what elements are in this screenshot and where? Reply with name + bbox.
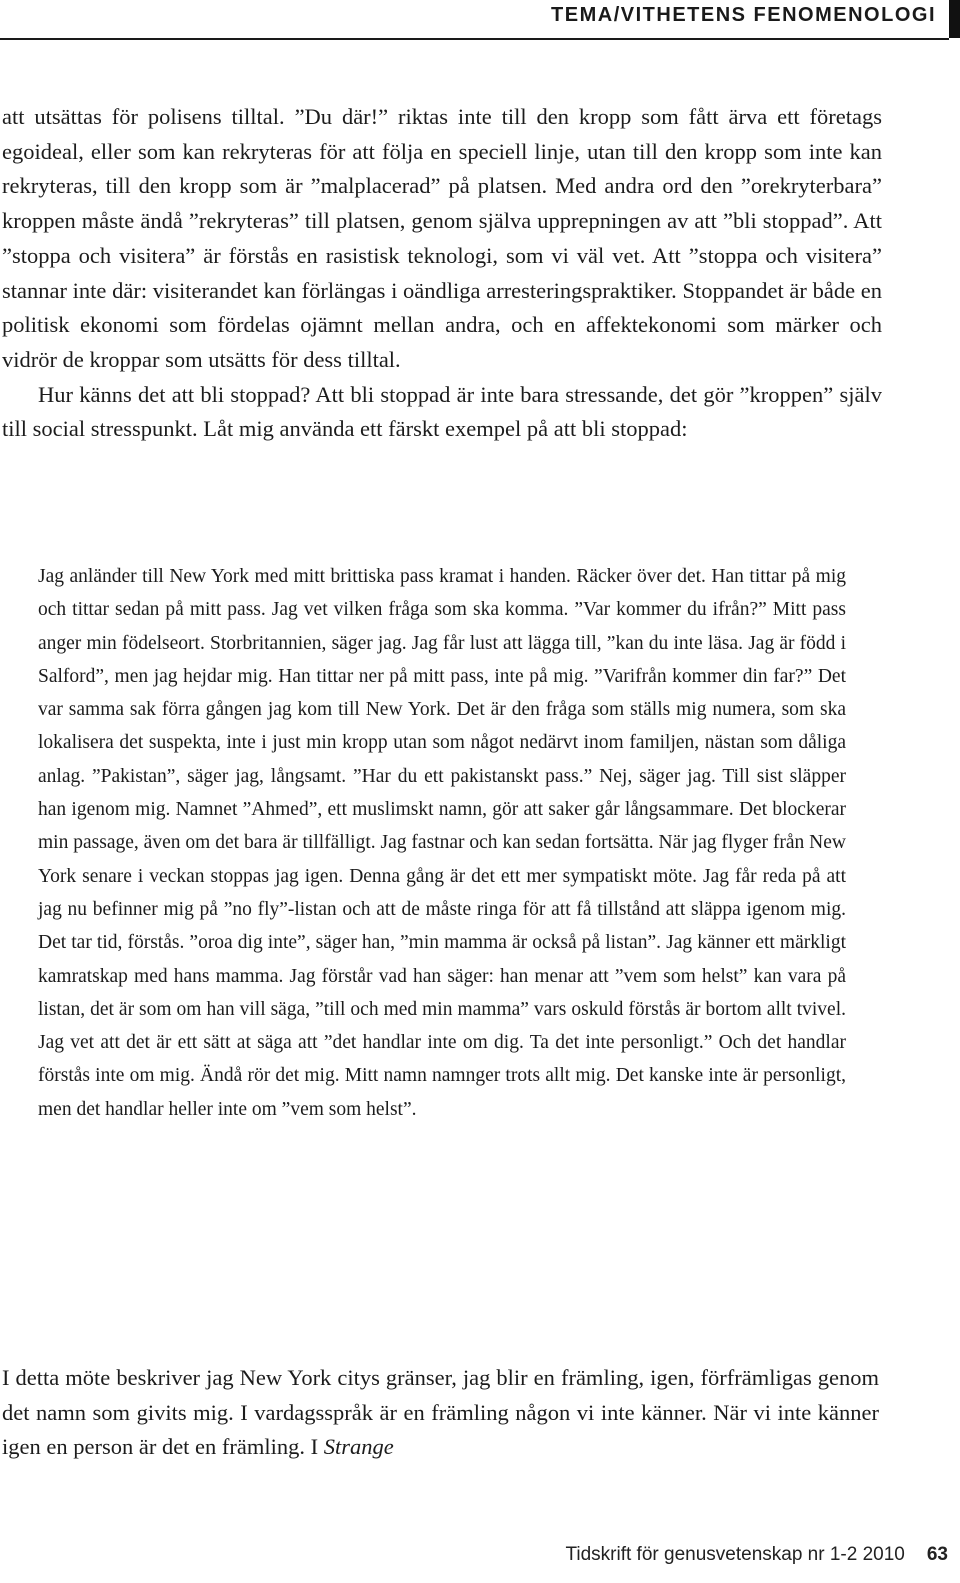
header-accent-bar bbox=[949, 0, 960, 38]
closing-emphasis: Strange bbox=[323, 1434, 394, 1459]
journal-name: Tidskrift för genusvetenskap nr 1-2 2010 bbox=[565, 1544, 905, 1565]
page-footer bbox=[565, 1544, 948, 1566]
block-quote bbox=[38, 560, 846, 1126]
main-text bbox=[2, 100, 882, 447]
closing-text: I detta möte beskriver jag New York citys gränser, jag blir en främling, igen, förfrämligas genom det namn som givits mig. I vardagsspråk är en främling någon vi inte känner. När vi inte känner igen en person är det en främling. I bbox=[2, 1365, 879, 1459]
closing-paragraph-text bbox=[2, 1361, 879, 1465]
running-header bbox=[0, 0, 960, 40]
page-number: 63 bbox=[926, 1544, 948, 1565]
header-rule bbox=[0, 38, 949, 40]
paragraph-2: Hur känns det att bli stoppad? Att bli stoppad är inte bara stressande, det gör ”kroppen” själv till social stresspunkt. Låt mig använda ett färskt exempel på att bli stoppad: bbox=[2, 381, 882, 442]
closing-paragraph bbox=[2, 1361, 879, 1465]
section-title: TEMA/VITHETENS FENOMENOLOGI bbox=[551, 4, 936, 26]
block-quote-text: Jag anländer till New York med mitt brittiska pass kramat i handen. Räcker över det. Han tittar på mig och tittar sedan på mitt pass. Jag vet vilken fråga som ska komma. ”Var kommer du ifrån?” Mitt pass anger min födelseort. Storbritannien, säger jag. Jag får lust att lägga till, ”kan du inte läsa. Jag är född i Salford”, men jag hejdar mig. Han tittar ner på mitt pass, inte på mig. ”Varifrån kommer din far?” Det var samma sak förra gången jag kom till New York. Det är den fråga som ställs mig numera, som ska lokalisera det suspekta, inte i just min kropp utan som något nedärvt inom familjen, nästan som dåliga anlag. ”Pakistan”, säger jag, långsamt. ”Har du ett pakistanskt pass.” Nej, säger jag. Till sist släpper han igenom mig. Namnet ”Ahmed”, ett muslimskt namn, gör att saker går långsammare. Det blockerar min passage, även om det bara är tillfälligt. Jag fastnar och kan sedan fortsätta. När jag flyger från New York senare i veckan stoppas jag igen. Denna gång är det ett mer sympatiskt möte. Jag får reda på att jag nu befinner mig på ”no fly”-listan och att de måste ringa för att få tillstånd att släppa igenom mig. Det tar tid, förstås. ”oroa dig inte”, säger han, ”min mamma är också på listan”. Jag känner ett märkligt kamratskap med hans mamma. Jag förstår vad han säger: han menar att ”vem som helst” kan vara på listan, det är som om han vill säga, ”till och med min mamma” vars oskuld förstås är bortom allt tvivel. Jag vet att det är ett sätt at säga att ”det handlar inte om dig. Ta det inte personligt.” Och det handlar förstås inte om mig. Ändå rör det mig. Mitt namn namnger trots allt mig. Det kanske inte är personligt, men det handlar heller inte om ”vem som helst”. bbox=[38, 566, 846, 1120]
paragraph-1: att utsättas för polisens tilltal. ”Du där!” riktas inte till den kropp som fått ärva ett företags egoideal, eller som kan rekryteras för att följa en speciell linje, utan till den kropp som inte kan rekryteras, till den kropp som är ”malplacerad” på platsen. Med andra ord den ”orekryterbara” kroppen måste ändå ”rekryteras” till platsen, genom själva upprepningen av att ”bli stoppad”. Att ”stoppa och visitera” är förstås en rasistisk teknologi, som vi väl vet. Att ”stoppa och visitera” stannar inte där: visiterandet kan förlängas i oändliga arresteringspraktiker. Stoppandet är både en politisk ekonomi som fördelas ojämnt mellan andra, och en affektekonomi som märker och vidrör de kroppar som utsätts för dess tilltal. bbox=[2, 104, 882, 372]
